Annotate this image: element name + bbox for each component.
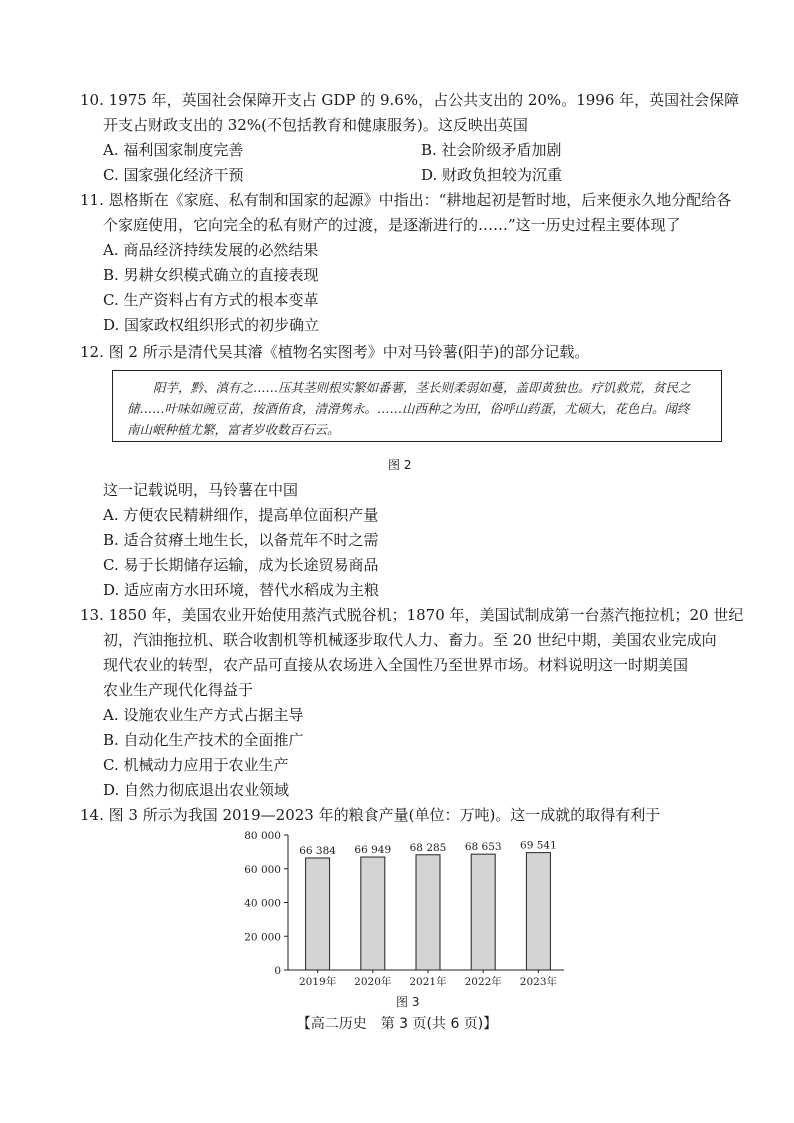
question-10-stem-line1: 10. 1975 年，英国社会保障开支占 GDP 的 9.6%，占公共支出的 20%。1996 年，英国社会保障 — [80, 91, 740, 109]
figure-2-quote-line1: 阳芋，黔、滇有之……压其茎则根实繁如番薯，茎长则柔弱如蔓，盖即黄独也。疗饥救荒，贫民之 — [153, 380, 691, 395]
bar-2022年 — [471, 854, 495, 970]
question-11-stem-line1: 11. 恩格斯在《家庭、私有制和国家的起源》中指出：“耕地起初是暂时地，后来便永久地分配给各 — [80, 191, 732, 209]
question-12 — [80, 340, 720, 365]
question-12-option-b[interactable]: B. 适合贫瘠土地生长，以备荒年不时之需 — [103, 531, 379, 549]
figure-3-caption: 图 3 — [396, 995, 420, 1009]
figure-2-caption: 图 2 — [388, 458, 412, 472]
question-11 — [80, 188, 732, 238]
figure-3-grain-chart — [232, 826, 582, 996]
question-14 — [80, 803, 720, 828]
question-13-stem-line2: 初，汽油拖拉机、联合收割机等机械逐步取代人力、畜力。至 20 世纪中期，美国农业完成向 — [103, 631, 717, 649]
question-13-option-a[interactable]: A. 设施农业生产方式占据主导 — [103, 706, 304, 724]
figure-2-quote-line2: 储……叶味如豌豆苗，按酒侑食，清滑隽永。……山西种之为田，俗呼山药蛋，尤硕大，花色白。闻终 — [127, 401, 690, 416]
bar-value-label: 66 949 — [354, 844, 392, 857]
y-tick-label: 60 000 — [244, 863, 281, 876]
question-13-option-b[interactable]: B. 自动化生产技术的全面推广 — [103, 731, 304, 749]
chart-axes — [244, 830, 564, 988]
y-tick-label: 20 000 — [244, 931, 281, 944]
question-13 — [80, 603, 744, 703]
x-tick-label: 2021年 — [409, 976, 447, 988]
page-footer: 【高二历史 第 3 页(共 6 页)】 — [296, 1016, 498, 1032]
question-14-stem-line1: 14. 图 3 所示为我国 2019—2023 年的粮食产量(单位：万吨)。这一成就的取得有利于 — [80, 806, 661, 824]
question-10-option-d[interactable]: D. 财政负担较为沉重 — [421, 166, 563, 184]
question-11-option-b[interactable]: B. 男耕女织模式确立的直接表现 — [103, 266, 319, 284]
figure-2-quote-box — [112, 370, 722, 442]
bar-value-label: 69 541 — [520, 839, 557, 852]
bar-2019年 — [306, 858, 330, 970]
y-tick-label: 80 000 — [244, 830, 281, 842]
x-tick-label: 2023年 — [519, 976, 558, 988]
question-10-option-a[interactable]: A. 福利国家制度完善 — [103, 141, 244, 159]
question-13-option-c[interactable]: C. 机械动力应用于农业生产 — [103, 756, 289, 774]
question-13-stem-line1: 13. 1850 年，美国农业开始使用蒸汽式脱谷机；1870 年，美国试制成第一台蒸汽拖拉机；20 世纪 — [80, 606, 744, 624]
question-12-option-a[interactable]: A. 方便农民精耕细作，提高单位面积产量 — [103, 506, 379, 524]
bar-value-label: 66 384 — [299, 844, 336, 857]
figure-2-quote-line3: 南山岷种植尤繁，富者岁收数百石云。 — [127, 422, 340, 437]
bar-2023年 — [526, 853, 550, 970]
question-10-stem-line2: 开支占财政支出的 32%(不包括教育和健康服务)。这反映出英国 — [103, 116, 528, 134]
bar-value-label: 68 653 — [464, 841, 502, 854]
bar-2021年 — [416, 855, 440, 970]
bar-2020年 — [361, 857, 385, 970]
question-11-option-a[interactable]: A. 商品经济持续发展的必然结果 — [103, 241, 319, 259]
question-13-stem-line4: 农业生产现代化得益于 — [103, 681, 254, 699]
question-13-stem-line3: 现代农业的转型，农产品可直接从农场进入全国性乃至世界市场。材料说明这一时期美国 — [103, 656, 689, 674]
bar-value-label: 68 285 — [409, 841, 447, 854]
x-tick-label: 2022年 — [464, 976, 502, 988]
question-13-option-d[interactable]: D. 自然力彻底退出农业领域 — [103, 781, 290, 799]
question-11-option-d[interactable]: D. 国家政权组织形式的初步确立 — [103, 316, 320, 334]
question-12-stem: 这一记载说明，马铃薯在中国 — [103, 481, 299, 499]
question-11-option-c[interactable]: C. 生产资料占有方式的根本变革 — [103, 291, 319, 309]
question-10-option-c[interactable]: C. 国家强化经济干预 — [103, 166, 244, 184]
y-tick-label: 40 000 — [244, 897, 281, 910]
question-10 — [80, 88, 740, 138]
question-12-stem-line1: 12. 图 2 所示是清代吴其濬《植物名实图考》中对马铃薯(阳芋)的部分记载。 — [80, 343, 590, 361]
y-tick-label: 0 — [274, 965, 281, 977]
question-10-option-b[interactable]: B. 社会阶级矛盾加剧 — [421, 141, 562, 159]
question-11-stem-line2: 个家庭使用，它向完全的私有财产的过渡，是逐渐进行的……”这一历史过程主要体现了 — [103, 216, 681, 234]
question-12-option-d[interactable]: D. 适应南方水田环境，替代水稻成为主粮 — [103, 581, 380, 599]
question-12-option-c[interactable]: C. 易于长期储存运输，成为长途贸易商品 — [103, 556, 379, 574]
x-tick-label: 2020年 — [354, 976, 392, 988]
x-tick-label: 2019年 — [298, 976, 337, 988]
chart-bars — [299, 840, 557, 970]
